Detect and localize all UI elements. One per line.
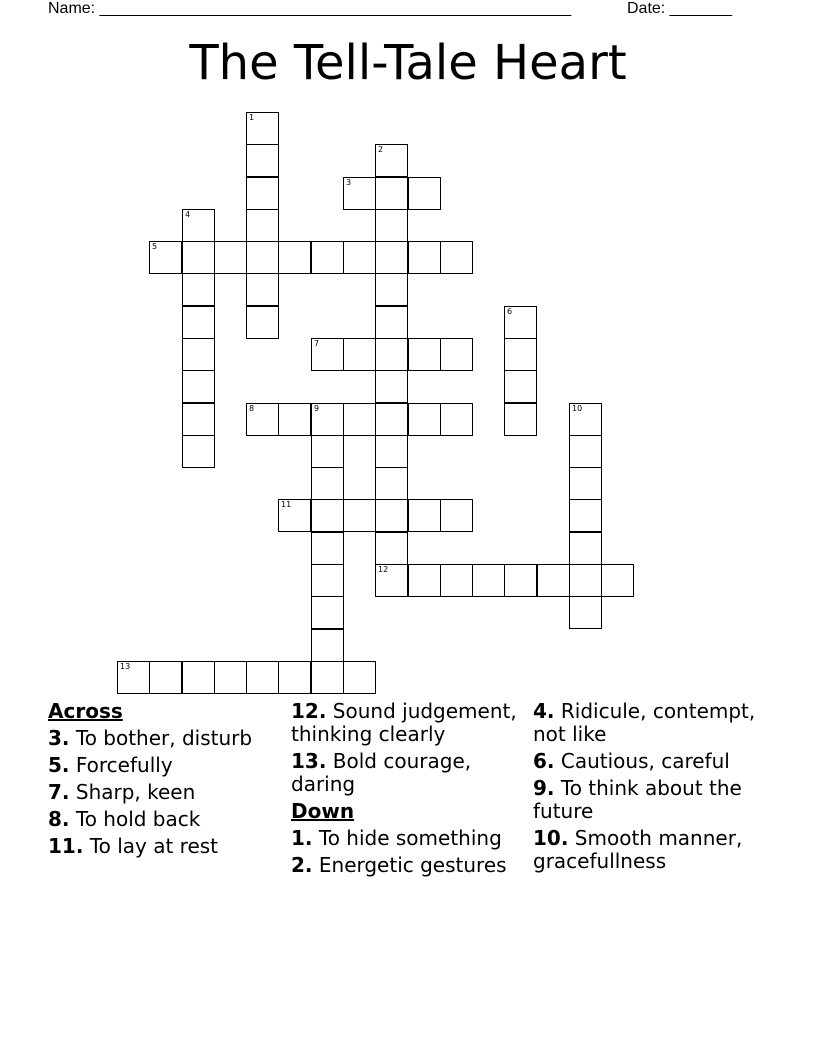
clue-text: Ridicule, contempt, not like xyxy=(533,699,756,746)
crossword-cell[interactable] xyxy=(440,403,473,436)
clue xyxy=(48,727,288,750)
crossword-cell[interactable] xyxy=(569,403,602,436)
crossword-cell[interactable] xyxy=(311,403,344,436)
crossword-cell[interactable] xyxy=(246,112,279,145)
crossword-cell[interactable] xyxy=(375,338,408,371)
crossword-cell[interactable] xyxy=(246,306,279,339)
clue xyxy=(533,750,773,773)
clue xyxy=(291,854,531,877)
crossword-cell[interactable] xyxy=(182,241,215,274)
crossword-cell[interactable] xyxy=(569,467,602,500)
crossword-cell[interactable] xyxy=(504,370,537,403)
clue xyxy=(48,808,288,831)
clue-text: To lay at rest xyxy=(89,834,219,858)
cell-number: 3 xyxy=(346,178,352,187)
crossword-cell[interactable] xyxy=(149,661,182,694)
cell-number: 6 xyxy=(507,307,513,316)
crossword-cell[interactable] xyxy=(375,144,408,177)
clue-number: 6. xyxy=(533,749,555,773)
crossword-cell[interactable] xyxy=(246,144,279,177)
crossword-cell[interactable] xyxy=(182,209,215,242)
crossword-cell[interactable] xyxy=(182,338,215,371)
clue-text: Energetic gestures xyxy=(318,853,507,877)
crossword-cell[interactable] xyxy=(504,338,537,371)
crossword-cell[interactable] xyxy=(311,629,344,662)
clue-number: 3. xyxy=(48,726,70,750)
crossword-cell[interactable] xyxy=(408,177,441,210)
crossword-cell[interactable] xyxy=(569,596,602,629)
clue-number: 12. xyxy=(291,699,327,723)
crossword-cell[interactable] xyxy=(343,177,376,210)
cell-number: 2 xyxy=(378,145,384,154)
clue-text: To think about the future xyxy=(533,776,742,823)
clue-number: 13. xyxy=(291,749,327,773)
cell-number: 8 xyxy=(249,404,255,413)
clue-number: 7. xyxy=(48,780,70,804)
crossword-cell[interactable] xyxy=(343,403,376,436)
clue xyxy=(291,700,531,746)
crossword-cell[interactable] xyxy=(375,273,408,306)
clue-number: 5. xyxy=(48,753,70,777)
crossword-cell[interactable] xyxy=(375,532,408,565)
clue xyxy=(48,835,288,858)
crossword-cell[interactable] xyxy=(278,241,311,274)
crossword-cell[interactable] xyxy=(117,661,150,694)
cell-number: 9 xyxy=(314,404,320,413)
clue xyxy=(533,700,773,746)
clue-number: 8. xyxy=(48,807,70,831)
crossword-cell[interactable] xyxy=(504,306,537,339)
crossword-cell[interactable] xyxy=(537,564,570,597)
crossword-cell[interactable] xyxy=(246,403,279,436)
cell-number: 4 xyxy=(185,210,191,219)
crossword-cell[interactable] xyxy=(311,532,344,565)
crossword-cell[interactable] xyxy=(569,532,602,565)
crossword-cell[interactable] xyxy=(246,177,279,210)
crossword-cell[interactable] xyxy=(182,273,215,306)
clue xyxy=(291,827,531,850)
crossword-cell[interactable] xyxy=(440,499,473,532)
crossword-cell[interactable] xyxy=(311,338,344,371)
crossword-cell[interactable] xyxy=(408,241,441,274)
clue-number: 10. xyxy=(533,826,569,850)
clue-text: Smooth manner, gracefullness xyxy=(533,826,743,873)
crossword-cell[interactable] xyxy=(472,564,505,597)
crossword-cell[interactable] xyxy=(246,209,279,242)
crossword-cell[interactable] xyxy=(278,403,311,436)
crossword-cell[interactable] xyxy=(375,467,408,500)
across-clue-list xyxy=(48,727,288,858)
crossword-cell[interactable] xyxy=(311,435,344,468)
crossword-cell[interactable] xyxy=(311,499,344,532)
crossword-cell[interactable] xyxy=(343,661,376,694)
crossword-cell[interactable] xyxy=(375,306,408,339)
crossword-cell[interactable] xyxy=(311,661,344,694)
clue-text: Cautious, careful xyxy=(560,749,730,773)
crossword-cell[interactable] xyxy=(375,564,408,597)
cell-number: 1 xyxy=(249,113,255,122)
cell-number: 7 xyxy=(314,339,320,348)
crossword-cell[interactable] xyxy=(408,338,441,371)
crossword-cell[interactable] xyxy=(601,564,634,597)
clue-number: 11. xyxy=(48,834,84,858)
crossword-cell[interactable] xyxy=(504,564,537,597)
clue-text: Sound judgement, thinking clearly xyxy=(291,699,517,746)
crossword-cell[interactable] xyxy=(408,499,441,532)
crossword-cell[interactable] xyxy=(182,661,215,694)
cell-number: 13 xyxy=(120,662,131,671)
clue-text: To hide something xyxy=(318,826,502,850)
clue-text: Sharp, keen xyxy=(75,780,196,804)
clue-number: 9. xyxy=(533,776,555,800)
crossword-cell[interactable] xyxy=(343,338,376,371)
crossword-cell[interactable] xyxy=(182,403,215,436)
crossword-cell[interactable] xyxy=(214,241,247,274)
clue-column-2 xyxy=(291,700,531,881)
crossword-cell[interactable] xyxy=(182,370,215,403)
crossword-cell[interactable] xyxy=(440,564,473,597)
clue xyxy=(533,777,773,823)
down-heading: Down xyxy=(291,799,355,823)
date-field[interactable]: Date: _______ xyxy=(627,0,732,17)
crossword-cell[interactable] xyxy=(504,403,537,436)
crossword-cell[interactable] xyxy=(569,564,602,597)
crossword-cell[interactable] xyxy=(408,564,441,597)
clue-column-1 xyxy=(48,700,288,862)
crossword-cell[interactable] xyxy=(182,435,215,468)
crossword-cell[interactable] xyxy=(278,499,311,532)
clue-text: To hold back xyxy=(75,807,201,831)
clue xyxy=(48,781,288,804)
name-field[interactable]: Name: _____________________________________________________ xyxy=(48,0,572,17)
cell-number: 12 xyxy=(378,565,389,574)
crossword-cell[interactable] xyxy=(375,241,408,274)
clue-text: Forcefully xyxy=(75,753,173,777)
page-title: The Tell-Tale Heart xyxy=(189,35,627,91)
crossword-cell[interactable] xyxy=(311,564,344,597)
header xyxy=(48,0,748,20)
crossword-cell[interactable] xyxy=(311,467,344,500)
crossword-cell[interactable] xyxy=(149,241,182,274)
crossword-cell[interactable] xyxy=(343,241,376,274)
cell-number: 11 xyxy=(281,500,292,509)
clue xyxy=(533,827,773,873)
crossword-cell[interactable] xyxy=(440,338,473,371)
crossword-cell[interactable] xyxy=(375,499,408,532)
clue-number: 4. xyxy=(533,699,555,723)
crossword-cell[interactable] xyxy=(214,661,247,694)
across-clue-list-continued xyxy=(291,700,531,796)
clue xyxy=(48,754,288,777)
down-clue-list-continued xyxy=(533,700,773,873)
crossword-cell[interactable] xyxy=(569,499,602,532)
crossword-cell[interactable] xyxy=(246,661,279,694)
crossword-cell[interactable] xyxy=(246,241,279,274)
crossword-cell[interactable] xyxy=(311,241,344,274)
crossword-cell[interactable] xyxy=(375,370,408,403)
crossword-cell[interactable] xyxy=(182,306,215,339)
crossword-cell[interactable] xyxy=(375,209,408,242)
crossword-cell[interactable] xyxy=(311,596,344,629)
crossword-cell[interactable] xyxy=(569,435,602,468)
clue-text: To bother, disturb xyxy=(75,726,253,750)
crossword-cell[interactable] xyxy=(375,403,408,436)
crossword-cell[interactable] xyxy=(408,403,441,436)
across-heading: Across xyxy=(48,699,123,723)
crossword-cell[interactable] xyxy=(440,241,473,274)
clue-column-3 xyxy=(533,700,773,877)
down-clue-list xyxy=(291,827,531,877)
crossword-cell[interactable] xyxy=(343,499,376,532)
clue-number: 2. xyxy=(291,853,313,877)
cell-number: 10 xyxy=(572,404,583,413)
crossword-cell[interactable] xyxy=(375,177,408,210)
crossword-cell[interactable] xyxy=(375,435,408,468)
crossword-cell[interactable] xyxy=(278,661,311,694)
clue-number: 1. xyxy=(291,826,313,850)
crossword-cell[interactable] xyxy=(246,273,279,306)
clue-text: Bold courage, daring xyxy=(291,749,472,796)
clue xyxy=(291,750,531,796)
cell-number: 5 xyxy=(152,242,158,251)
